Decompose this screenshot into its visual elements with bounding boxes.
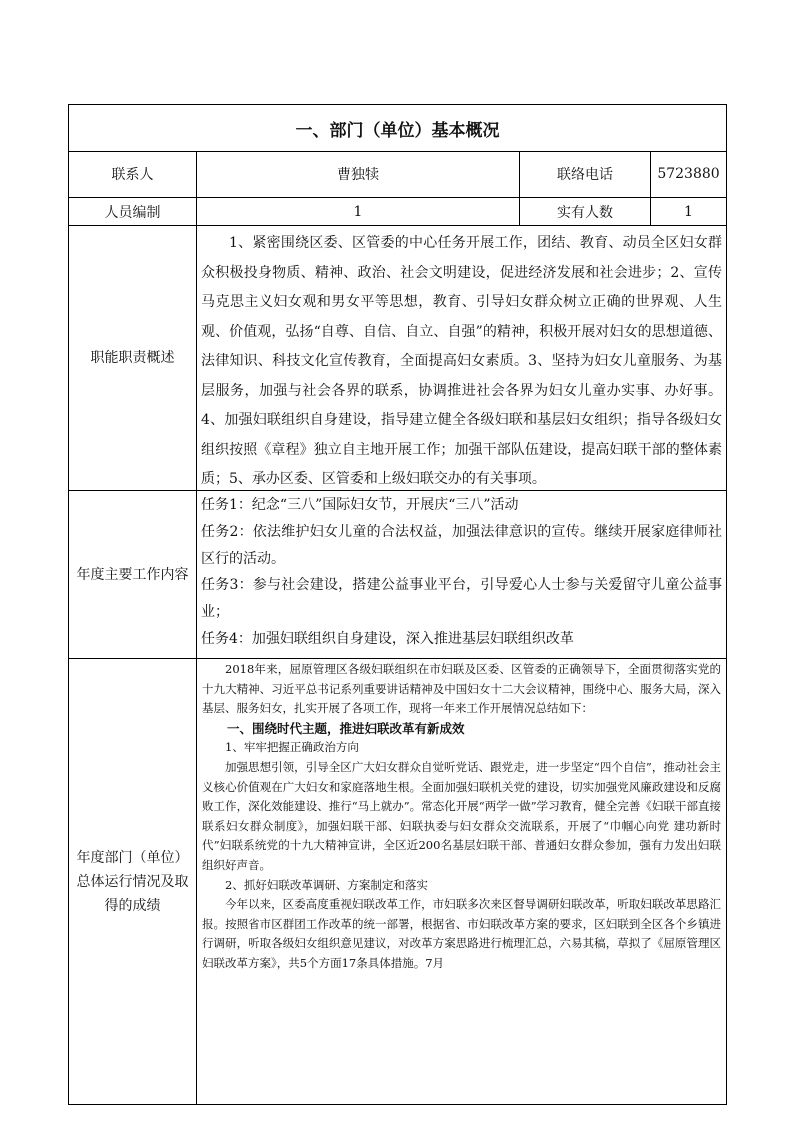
performance-paragraph: 今年以来，区委高度重视妇联改革工作，市妇联多次来区督导调研妇联改革，听取妇联改革思路汇报。按照省市区群团工作改革的统一部署，根据省、市妇联改革方案的要求，区妇联到全区各个乡镇进行调研，听取各级妇女组织意见建议，对改革方案思路进行梳理汇总，六易其稿，草拟了《屈原管理区妇联改革方案》，共5个方面17条具体措施。7月: [202, 897, 721, 970]
performance-row: [69, 659, 726, 1104]
staffing-label: 人员编制: [69, 198, 197, 225]
performance-label: 年度部门（单位）总体运行情况及取得的成绩: [69, 659, 197, 1104]
task-item: 任务1：纪念“三八”国际妇女节，开展庆“三八”活动: [201, 497, 519, 513]
performance-subheading: 2、抓好妇联改革调研、方案制定和落实: [225, 877, 428, 892]
performance-paragraph: 加强思想引领，引导全区广大妇女群众自觉听党话、跟党走，进一步坚定“四个自信”，推动社会主义核心价值观在广大妇女和家庭落地生根。全面加强妇联机关党的建设，切实加强党风廉政建设和反腐败工作，深化效能建设、推行“马上就办”。常态化开展“两学一做”学习教育，健全完善《妇联干部直接联系妇女群众制度》，加强妇联干部、妇联执委与妇女群众交流联系，开展了“巾帼心向党 建功新时代”妇联系统党的十九大精神宣讲，全区近200名基层妇联干部、普通妇女群众参加，强有力发出妇联组织好声音。: [202, 759, 721, 872]
phone-value: 5723880: [657, 166, 720, 182]
duties-content: [197, 226, 726, 490]
contact-row: [69, 151, 726, 198]
staffing-value: 1: [197, 198, 520, 225]
actual-staff-label: 实有人数: [520, 198, 651, 225]
annual-work-label: 年度主要工作内容: [69, 491, 197, 658]
annual-work-content: [197, 491, 726, 658]
annual-work-row: [69, 491, 726, 659]
task-item: 任务3：参与社会建设，搭建公益事业平台，引导爱心人士参与关爱留守儿童公益事业；: [201, 577, 722, 621]
actual-staff-value: 1: [684, 203, 693, 220]
duties-row: [69, 226, 726, 491]
performance-content: [197, 659, 726, 1104]
duties-label: 职能职责概述: [69, 226, 197, 490]
info-table: [68, 104, 727, 1105]
performance-heading: 一、围绕时代主题，推进妇联改革有新成效: [227, 720, 465, 736]
contact-label: 联系人: [69, 151, 197, 197]
task-item: 任务2：依法维护妇女儿童的合法权益，加强法律意识的宣传。继续开展家庭律师社区行的活动。: [201, 523, 722, 567]
section-title: 一、部门（单位）基本概况: [69, 105, 726, 152]
duties-text: 1、紧密围绕区委、区管委的中心任务开展工作，团结、教育、动员全区妇女群众积极投身物质、精神、政治、社会文明建设，促进经济发展和社会进步；2、宣传马克思主义妇女观和男女平等思想，教育、引导妇女群众树立正确的世界观、人生观、价值观，弘扬“自尊、自信、自立、自强”的精神，积极开展对妇女的思想道德、法律知识、科技文化宣传教育，全面提高妇女素质。3、坚持为妇女儿童服务、为基层服务，加强与社会各界的联系，协调推进社会各界为妇女儿童办实事、办好事。4、加强妇联组织自身建设，指导建立健全各级妇联和基层妇女组织；指导各级妇女组织按照《章程》独立自主地开展工作；加强干部队伍建设，提高妇联干部的整体素质；5、承办区委、区管委和上级妇联交办的有关事项。: [201, 235, 722, 487]
performance-subheading: 1、牢牢把握正确政治方向: [225, 740, 359, 755]
staffing-row: [69, 198, 726, 226]
performance-intro: 2018年来，屈原管理区各级妇联组织在市妇联及区委、区管委的正确领导下，全面贯彻落实党的十九大精神、习近平总书记系列重要讲话精神及中国妇女十二大会议精神，围绕中心、服务大局，深入基层、服务妇女，扎实开展了各项工作，现将一年来工作开展情况总结如下：: [202, 662, 721, 716]
phone-label: 联络电话: [520, 151, 651, 197]
task-item: 任务4：加强妇联组织自身建设，深入推进基层妇联组织改革: [201, 630, 574, 647]
contact-value: 曹独犊: [197, 151, 520, 197]
